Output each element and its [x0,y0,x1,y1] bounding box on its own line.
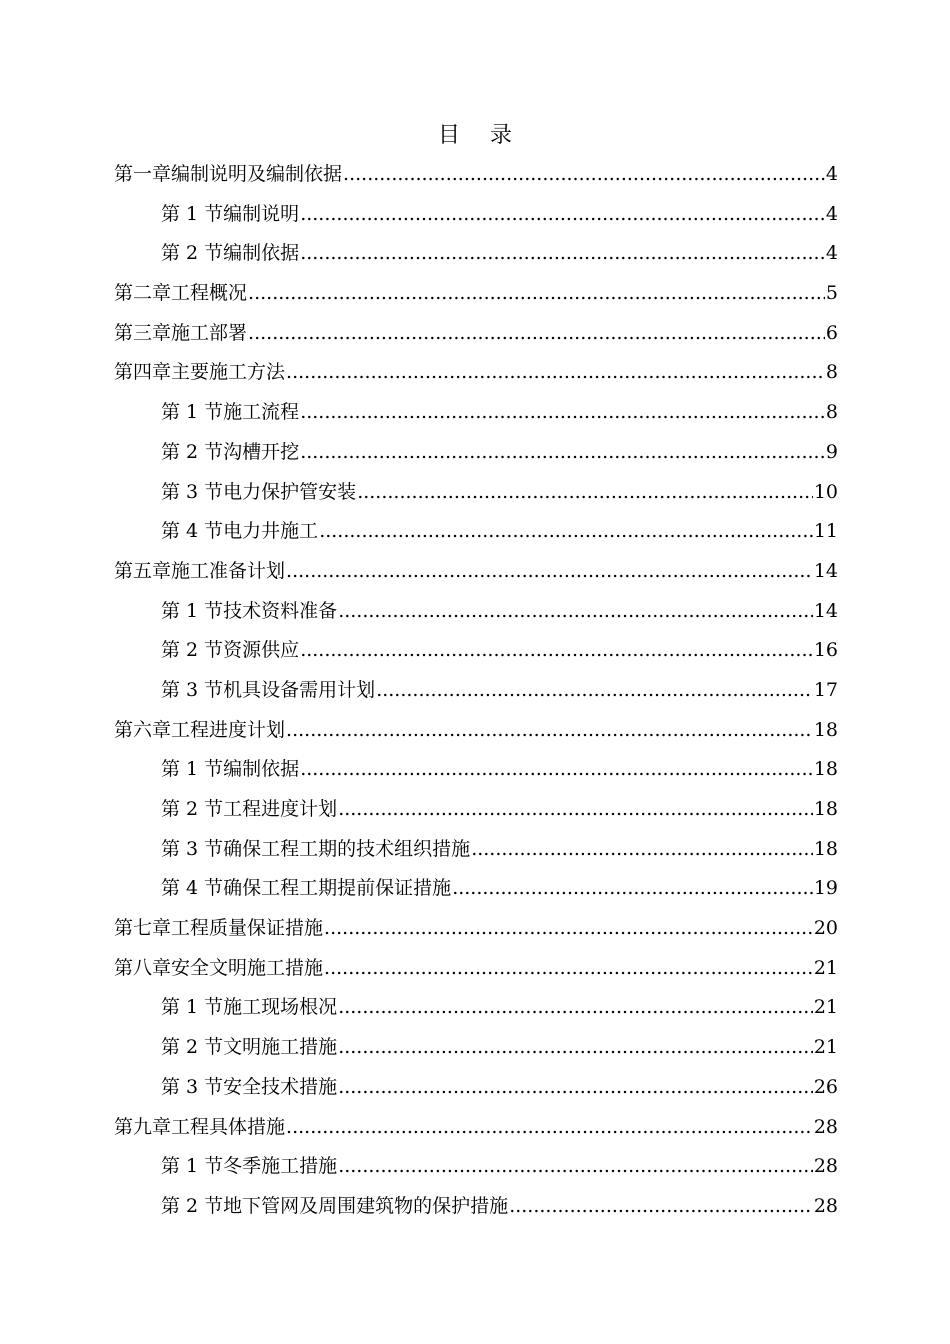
toc-dot-leader [300,631,813,671]
toc-section-entry[interactable] [114,592,838,632]
toc-entry-title: 确保工程工期的技术组织措施 [223,837,471,860]
toc-entry-number: 第 2 节 [161,1036,224,1059]
toc-dot-leader [471,830,813,870]
toc-entry-number: 第 4 节 [161,520,224,543]
toc-dot-leader [338,988,813,1028]
toc-entry-number: 第 3 节 [161,1075,224,1098]
toc-entry-title: 文明施工措施 [223,1036,338,1059]
toc-entry-title: 主要施工方法 [171,361,286,384]
toc-entry-title: 编制说明及编制依据 [171,163,343,185]
toc-section-entry[interactable] [114,750,838,790]
toc-dot-leader [300,433,825,473]
toc-section-entry[interactable] [114,988,838,1028]
toc-title [0,118,950,149]
toc-entry-page-number: 14 [813,559,838,582]
toc-entry-page-number: 4 [825,202,838,225]
toc-dot-leader [509,1187,813,1227]
toc-entry-page-number: 20 [813,917,838,940]
toc-chapter-entry[interactable] [114,552,838,592]
toc-entry-page-number: 18 [813,758,838,781]
toc-dot-leader [376,671,813,711]
toc-entry-page-number: 4 [825,242,838,265]
toc-entry-title: 资源供应 [223,639,300,662]
toc-entry-page-number: 5 [825,282,838,305]
toc-section-entry[interactable] [114,473,838,513]
toc-entry-number: 第 1 节 [161,758,224,781]
toc-entry-page-number: 21 [813,1036,838,1059]
toc-dot-leader [338,790,813,830]
toc-entry-page-number: 21 [813,996,838,1019]
toc-entry-title: 冬季施工措施 [223,1155,338,1178]
toc-entry-title: 沟槽开挖 [223,440,300,463]
toc-entry-number: 第 2 节 [161,440,224,463]
toc-entry-number: 第 4 节 [161,877,224,900]
toc-entry-number: 第四章 [114,361,172,384]
toc-entry-number: 第五章 [114,559,172,582]
toc-dot-leader [300,195,825,235]
toc-chapter-entry[interactable] [114,274,838,314]
toc-dot-leader [300,393,825,433]
toc-entry-title: 编制依据 [223,758,300,781]
toc-section-entry[interactable] [114,1068,838,1108]
toc-entry-number: 第 1 节 [161,599,224,622]
toc-dot-leader [286,552,813,592]
toc-chapter-entry[interactable] [114,353,838,393]
toc-entry-title: 安全文明施工措施 [171,956,324,979]
toc-entry-page-number: 16 [813,639,838,662]
toc-entry-title: 编制说明 [223,202,300,225]
toc-dot-leader [300,750,813,790]
toc-entry-title: 施工准备计划 [171,559,286,582]
toc-entry-number: 第 1 节 [161,401,224,424]
toc-entry-title: 编制依据 [223,242,300,265]
toc-section-entry[interactable] [114,433,838,473]
toc-section-entry[interactable] [114,1147,838,1187]
toc-entry-number: 第六章 [114,718,172,741]
toc-dot-leader [248,314,825,354]
toc-entry-page-number: 19 [813,877,838,900]
toc-entry-title: 技术资料准备 [223,599,338,622]
toc-entry-page-number: 11 [813,520,838,543]
toc-entry-number: 第 1 节 [161,202,224,225]
toc-section-entry[interactable] [114,830,838,870]
toc-entry-page-number: 26 [813,1075,838,1098]
toc-entry-title: 施工部署 [171,321,248,344]
toc-title-right: 录 [490,123,513,148]
toc-dot-leader [286,353,825,393]
toc-section-entry[interactable] [114,869,838,909]
toc-section-entry[interactable] [114,790,838,830]
toc-chapter-entry[interactable] [114,1108,838,1148]
toc-entry-title: 施工流程 [223,401,300,424]
toc-entry-number: 第 3 节 [161,837,224,860]
toc-entry-page-number: 10 [813,480,838,503]
toc-entry-page-number: 21 [813,956,838,979]
toc-entry-page-number: 18 [813,798,838,820]
toc-section-entry[interactable] [114,671,838,711]
toc-title-left: 目 [437,123,460,148]
toc-entry-title: 施工现场根况 [223,996,338,1019]
toc-dot-leader [300,234,825,274]
toc-entry-number: 第二章 [114,282,172,305]
toc-dot-leader [324,949,813,989]
toc-dot-leader [286,1108,813,1148]
toc-entry-title: 工程进度计划 [223,798,338,820]
toc-dot-leader [452,869,813,909]
toc-entry-title: 电力保护管安装 [223,480,357,503]
toc-entry-number: 第 1 节 [161,996,224,1019]
toc-entry-page-number: 28 [813,1194,838,1217]
toc-entry-page-number: 4 [825,163,838,185]
toc-dot-leader [338,1028,813,1068]
toc-dot-leader [248,274,825,314]
toc-section-entry[interactable] [114,234,838,274]
toc-entry-page-number: 28 [813,1115,838,1138]
toc-entry-page-number: 9 [825,440,838,463]
toc-section-entry[interactable] [114,393,838,433]
toc-entry-page-number: 18 [813,718,838,741]
toc-entry-number: 第 2 节 [161,242,224,265]
toc-dot-leader [324,909,813,949]
toc-section-entry[interactable] [114,1028,838,1068]
toc-section-entry[interactable] [114,631,838,671]
toc-entry-title: 安全技术措施 [223,1075,338,1098]
toc-entry-number: 第一章 [114,163,172,185]
toc-dot-leader [343,155,825,195]
toc-entry-number: 第 1 节 [161,1155,224,1178]
toc-entry-title: 地下管网及周围建筑物的保护措施 [223,1194,509,1217]
toc-entry-title: 工程概况 [171,282,248,305]
toc-entry-number: 第三章 [114,321,172,344]
toc-entry-number: 第七章 [114,917,172,940]
toc-entry-number: 第 2 节 [161,1194,224,1217]
toc-entry-title: 机具设备需用计划 [223,678,376,701]
toc-chapter-entry[interactable] [114,909,838,949]
toc-entry-page-number: 6 [825,321,838,344]
toc-section-entry[interactable] [114,195,838,235]
toc-entry-number: 第 3 节 [161,678,224,701]
toc-entry-number: 第八章 [114,956,172,979]
toc-entry-title: 工程具体措施 [171,1115,286,1138]
toc-dot-leader [338,592,813,632]
toc-entry-page-number: 28 [813,1155,838,1178]
table-of-contents [114,155,838,1227]
toc-chapter-entry[interactable] [114,314,838,354]
toc-entry-title: 确保工程工期提前保证措施 [223,877,452,900]
toc-dot-leader [338,1068,813,1108]
toc-dot-leader [286,711,813,751]
toc-dot-leader [319,512,813,552]
toc-entry-number: 第 2 节 [161,798,224,820]
toc-entry-title: 工程质量保证措施 [171,917,324,940]
toc-entry-number: 第 2 节 [161,639,224,662]
toc-entry-page-number: 18 [813,837,838,860]
toc-chapter-entry[interactable] [114,949,838,989]
toc-entry-page-number: 14 [813,599,838,622]
toc-entry-title: 电力井施工 [223,520,319,543]
toc-entry-page-number: 8 [825,401,838,424]
toc-entry-title: 工程进度计划 [171,718,286,741]
toc-entry-number: 第九章 [114,1115,172,1138]
toc-chapter-entry[interactable] [114,711,838,751]
toc-entry-page-number: 17 [813,678,838,701]
toc-entry-page-number: 8 [825,361,838,384]
toc-entry-number: 第 3 节 [161,480,224,503]
toc-chapter-entry[interactable] [114,155,838,195]
toc-section-entry[interactable] [114,1187,838,1227]
toc-dot-leader [357,473,813,513]
toc-section-entry[interactable] [114,512,838,552]
toc-dot-leader [338,1147,813,1187]
